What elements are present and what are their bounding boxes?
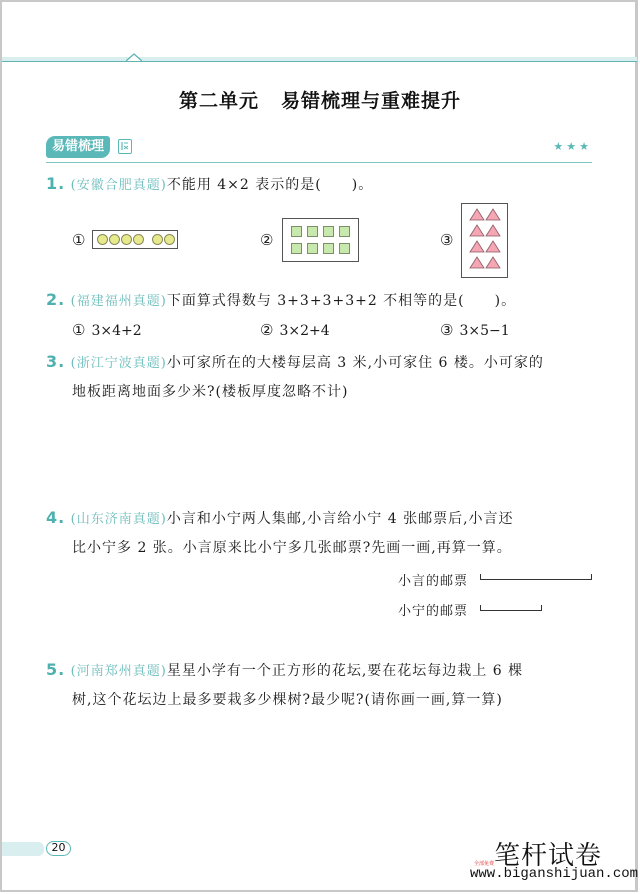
square-shape <box>291 243 302 254</box>
circle-shape <box>121 234 132 245</box>
square-shape <box>291 226 302 237</box>
square-shape <box>307 243 318 254</box>
watermark-tag: 全部免费 <box>474 861 495 867</box>
question-source: (安徽合肥真题) <box>70 178 167 193</box>
book-icon <box>118 139 132 154</box>
question-text: 不能用 4×2 表示的是( )。 <box>166 177 374 193</box>
page-number: 20 <box>46 841 71 856</box>
square-shape <box>339 243 350 254</box>
square-shape <box>323 226 334 237</box>
option-mark: ① <box>72 231 86 249</box>
square-shape <box>307 226 318 237</box>
square-shape <box>339 226 350 237</box>
question-source: (浙江宁波真题) <box>70 356 167 371</box>
question-number: 4. <box>46 508 66 527</box>
section-header <box>46 136 592 163</box>
q1-figure-circles <box>92 230 178 249</box>
xiaoyan-stamps-label: 小言的邮票 <box>398 574 469 589</box>
page-title <box>0 86 640 113</box>
unit-topic: 易错梳理与重难提升 <box>281 90 462 112</box>
q2-option-2 <box>260 320 330 341</box>
square-shape <box>323 243 334 254</box>
circle-shape <box>97 234 108 245</box>
option-mark: ② <box>260 231 274 249</box>
question-text: 下面算式得数与 3+3+3+3+2 不相等的是( )。 <box>166 293 517 309</box>
question-5 <box>46 660 523 682</box>
section-badge: 易错梳理 <box>46 136 110 158</box>
question-source: (山东济南真题) <box>70 512 167 527</box>
question-number: 1. <box>46 174 66 193</box>
unit-label: 第二单元 <box>178 90 259 112</box>
option-text: 3×4+2 <box>91 323 142 339</box>
question-2 <box>46 290 516 312</box>
question-5-continued: 树,这个花坛边上最多要栽多少棵树?最少呢?(请你画一画,算一算) <box>72 692 503 708</box>
xiaoyan-stamps-segment <box>480 574 592 580</box>
question-text: 星星小学有一个正方形的花坛,要在花坛每边栽上 6 棵 <box>166 663 524 679</box>
option-mark: ③ <box>440 321 454 339</box>
question-number: 3. <box>46 352 66 371</box>
q1-option-2 <box>260 230 279 251</box>
xiaoning-stamps-segment <box>480 605 542 611</box>
question-source: (河南郑州真题) <box>70 664 167 679</box>
q1-option-3 <box>440 230 459 251</box>
circle-shape <box>109 234 120 245</box>
circle-shape <box>164 234 175 245</box>
q1-figure-triangles <box>461 203 508 278</box>
option-text: 3×2+4 <box>279 323 330 339</box>
option-mark: ③ <box>440 231 454 249</box>
question-4-continued: 比小宁多 2 张。小言原来比小宁多几张邮票?先画一画,再算一算。 <box>72 540 512 556</box>
circle-shape <box>152 234 163 245</box>
difficulty-stars: ★★★ <box>553 140 592 153</box>
question-3 <box>46 352 544 374</box>
watermark-title: 笔杆试卷 <box>494 841 603 871</box>
question-text: 小可家所在的大楼每层高 3 米,小可家住 6 楼。小可家的 <box>166 355 544 371</box>
question-number: 2. <box>46 290 66 309</box>
option-text: 3×5−1 <box>459 323 510 339</box>
option-mark: ① <box>72 321 86 339</box>
xiaoning-stamps-label: 小宁的邮票 <box>398 604 469 619</box>
circle-shape <box>133 234 144 245</box>
question-1 <box>46 174 373 196</box>
question-text: 小言和小宁两人集邮,小言给小宁 4 张邮票后,小言还 <box>166 511 514 527</box>
question-number: 5. <box>46 660 66 679</box>
question-3-continued: 地板距离地面多少米?(楼板厚度忽略不计) <box>72 384 349 400</box>
header-notch-decoration <box>126 52 142 62</box>
question-source: (福建福州真题) <box>70 294 167 309</box>
q2-option-3 <box>440 320 510 341</box>
header-band <box>2 57 637 62</box>
q1-option-1 <box>72 230 91 251</box>
page-number-band <box>2 842 44 856</box>
watermark-url: www.biganshijuan.com <box>470 866 639 882</box>
q1-figure-squares <box>282 218 359 262</box>
q2-option-1 <box>72 320 142 341</box>
question-4 <box>46 508 514 530</box>
option-mark: ② <box>260 321 274 339</box>
triangle-grid <box>462 204 506 276</box>
